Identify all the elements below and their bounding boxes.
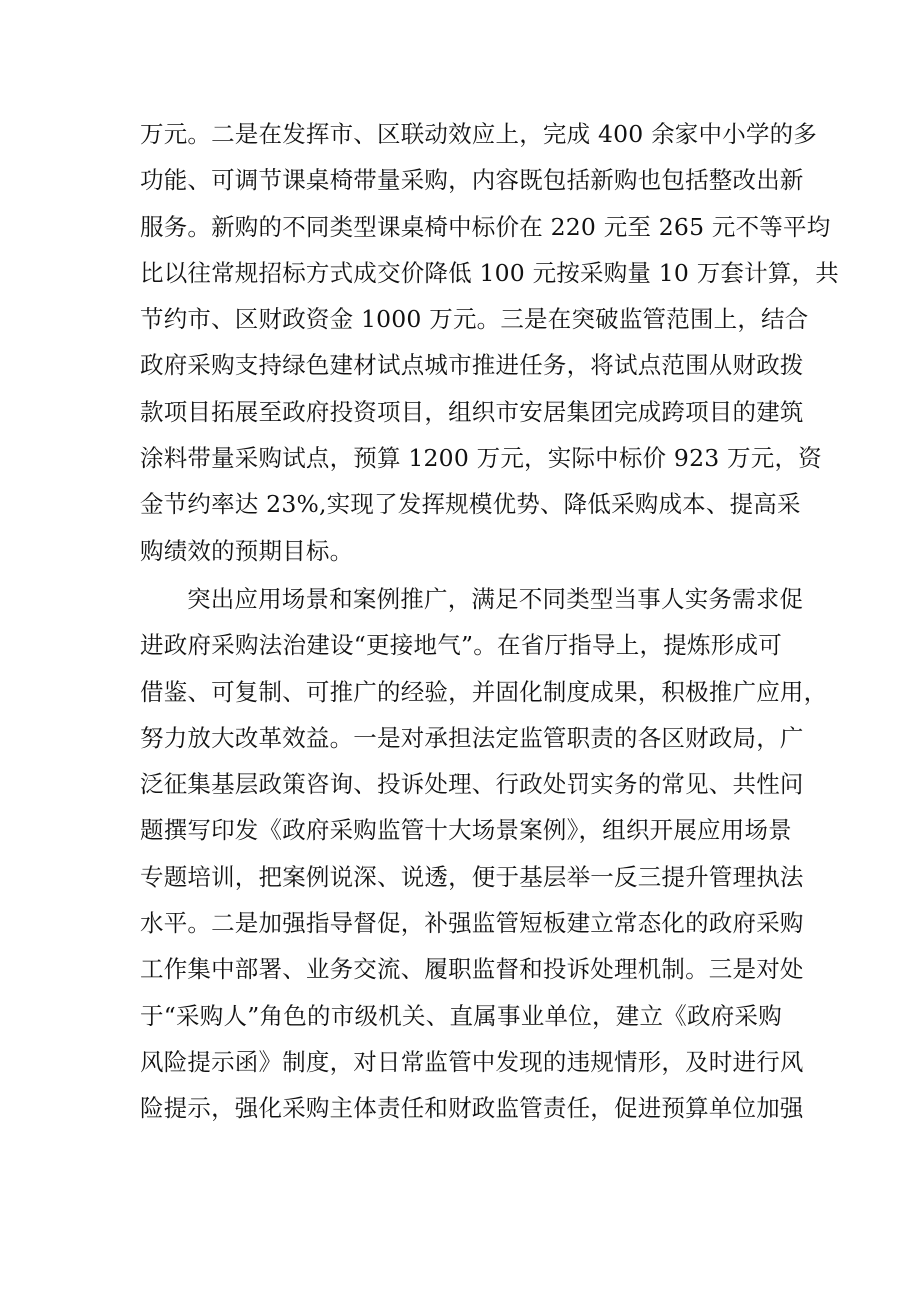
text-line: 万元。二是在发挥市、区联动效应上，完成 400 余家中小学的多 [140, 120, 817, 148]
text-line: 政府采购支持绿色建材试点城市推进任务，将试点范围从财政拨 [140, 351, 804, 380]
paragraph-1 [140, 111, 839, 574]
body-text [140, 111, 839, 1132]
text-line: 工作集中部署、业务交流、履职监督和投诉处理机制。三是对处 [140, 955, 804, 984]
text-line: 借鉴、可复制、可推广的经验，并固化制度成果，积极推广应用， [140, 677, 828, 706]
text-line: 金节约率达 23%,实现了发挥规模优势、降低采购成本、提高采 [140, 490, 801, 519]
paragraph-2 [140, 576, 828, 1132]
text-line: 风险提示函》制度，对日常监管中发现的违规情形，及时进行风 [140, 1047, 804, 1076]
text-line: 专题培训，把案例说深、说透，便于基层举一反三提升管理执法 [140, 862, 804, 891]
text-line: 涂料带量采购试点，预算 1200 万元，实际中标价 923 万元，资 [140, 444, 822, 473]
text-line: 突出应用场景和案例推广，满足不同类型当事人实务需求促 [187, 584, 804, 613]
text-line: 努力放大改革效益。一是对承担法定监管职责的各区财政局，广 [140, 723, 804, 752]
text-line: 进政府采购法治建设“更接地气”。在省厅指导上，提炼形成可 [140, 631, 782, 660]
text-line: 功能、可调节课桌椅带量采购，内容既包括新购也包括整改出新 [140, 166, 804, 195]
text-line: 购绩效的预期目标。 [140, 536, 354, 565]
text-line: 比以往常规招标方式成交价降低 100 元按采购量 10 万套计算，共 [140, 258, 839, 287]
text-line: 题撰写印发《政府采购监管十大场景案例》，组织开展应用场景 [140, 816, 792, 845]
text-line: 款项目拓展至政府投资项目，组织市安居集团完成跨项目的建筑 [140, 397, 804, 426]
text-line: 泛征集基层政策咨询、投诉处理、行政处罚实务的常见、共性问 [140, 770, 804, 799]
text-line: 险提示，强化采购主体责任和财政监管责任，促进预算单位加强 [140, 1094, 804, 1123]
text-line: 服务。新购的不同类型课桌椅中标价在 220 元至 265 元不等平均 [140, 212, 831, 241]
text-line: 于“采购人”角色的市级机关、直属事业单位，建立《政府采购 [140, 1001, 782, 1030]
text-line: 水平。二是加强指导督促，补强监管短板建立常态化的政府采购 [140, 909, 804, 938]
text-line: 节约市、区财政资金 1000 万元。三是在突破监管范围上，结合 [140, 305, 809, 334]
